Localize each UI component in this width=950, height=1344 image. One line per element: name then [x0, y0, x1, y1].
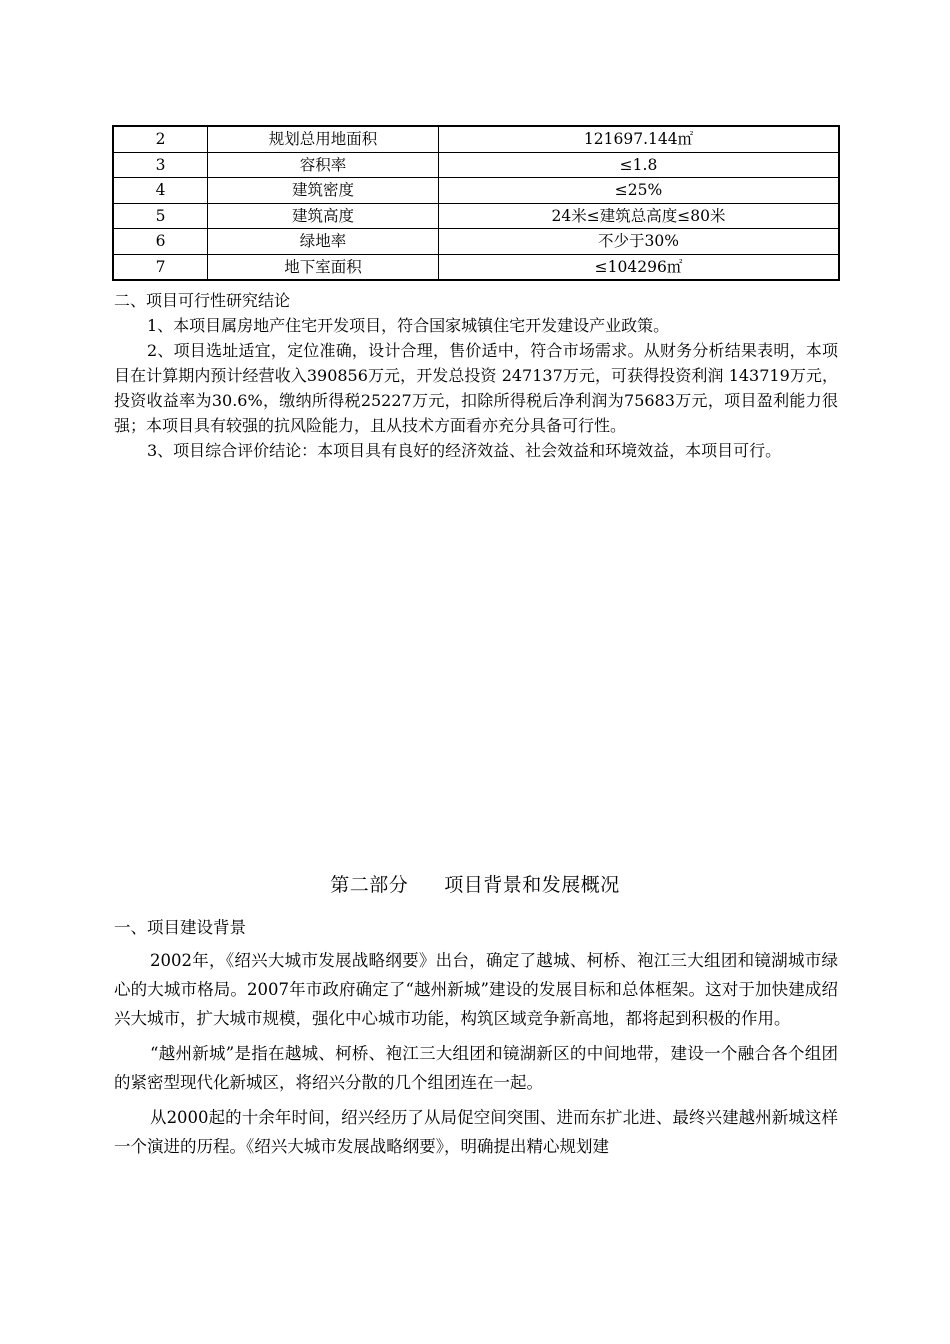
project-background-section — [114, 913, 838, 1161]
part-title-text: 项目背景和发展概况 — [444, 874, 620, 896]
row-item: 容积率 — [208, 152, 439, 178]
row-value: ≤104296㎡ — [439, 254, 840, 280]
row-number: 4 — [113, 178, 208, 204]
paragraph: 2、项目选址适宜，定位准确，设计合理，售价适中，符合市场需求。从财务分析结果表明，本项目在计算期内预计经营收入390856万元，开发总投资 247137万元，可获得投资利润 143719万元，投资收益率为30.6%，缴纳所得税25227万元，扣除所得税后净利润为75683万元，项目盈利能力很强；本项目具有较强的抗风险能力，且从技术方面看亦充分具备可行性。 — [114, 341, 838, 435]
row-item: 建筑密度 — [208, 178, 439, 204]
table-row — [113, 178, 839, 204]
row-value: ≤25% — [439, 178, 840, 204]
paragraph: 2002年，《绍兴大城市发展战略纲要》出台，确定了越城、柯桥、袍江三大组团和镜湖城市绿心的大城市格局。2007年市政府确定了“越州新城”建设的发展目标和总体框架。这对于加快建成绍兴大城市，扩大城市规模，强化中心城市功能，构筑区域竞争新高地，都将起到积极的作用。 — [114, 951, 838, 1028]
part-title-number: 第二部分 — [330, 874, 409, 896]
table-row — [113, 126, 839, 152]
row-number: 5 — [113, 203, 208, 229]
row-value: 不少于30% — [439, 229, 840, 255]
row-item: 地下室面积 — [208, 254, 439, 280]
paragraph: 从2000起的十余年时间，绍兴经历了从局促空间突围、进而东扩北进、最终兴建越州新城这样一个演进的历程。《绍兴大城市发展战略纲要》，明确提出精心规划建 — [114, 1108, 838, 1156]
row-value: 24米≤建筑总高度≤80米 — [439, 203, 840, 229]
table-row — [113, 203, 839, 229]
row-item: 绿地率 — [208, 229, 439, 255]
feasibility-conclusion-section — [114, 288, 838, 463]
paragraph: “越州新城”是指在越城、柯桥、袍江三大组团和镜湖新区的中间地带，建设一个融合各个组团的紧密型现代化新城区，将绍兴分散的几个组团连在一起。 — [114, 1044, 838, 1092]
row-number: 6 — [113, 229, 208, 255]
section-heading: 一、项目建设背景 — [114, 918, 246, 937]
row-value: 121697.144㎡ — [439, 126, 840, 152]
row-value: ≤1.8 — [439, 152, 840, 178]
paragraph: 1、本项目属房地产住宅开发项目，符合国家城镇住宅开发建设产业政策。 — [147, 316, 670, 335]
table-row — [113, 254, 839, 280]
row-number: 2 — [113, 126, 208, 152]
section-heading: 二、项目可行性研究结论 — [114, 291, 291, 310]
row-number: 3 — [113, 152, 208, 178]
row-item: 规划总用地面积 — [208, 126, 439, 152]
row-item: 建筑高度 — [208, 203, 439, 229]
table-row — [113, 152, 839, 178]
row-number: 7 — [113, 254, 208, 280]
table-row — [113, 229, 839, 255]
paragraph: 3、项目综合评价结论：本项目具有良好的经济效益、社会效益和环境效益，本项目可行。 — [147, 441, 782, 460]
planning-indicator-table — [112, 125, 840, 281]
part-title — [0, 870, 950, 897]
